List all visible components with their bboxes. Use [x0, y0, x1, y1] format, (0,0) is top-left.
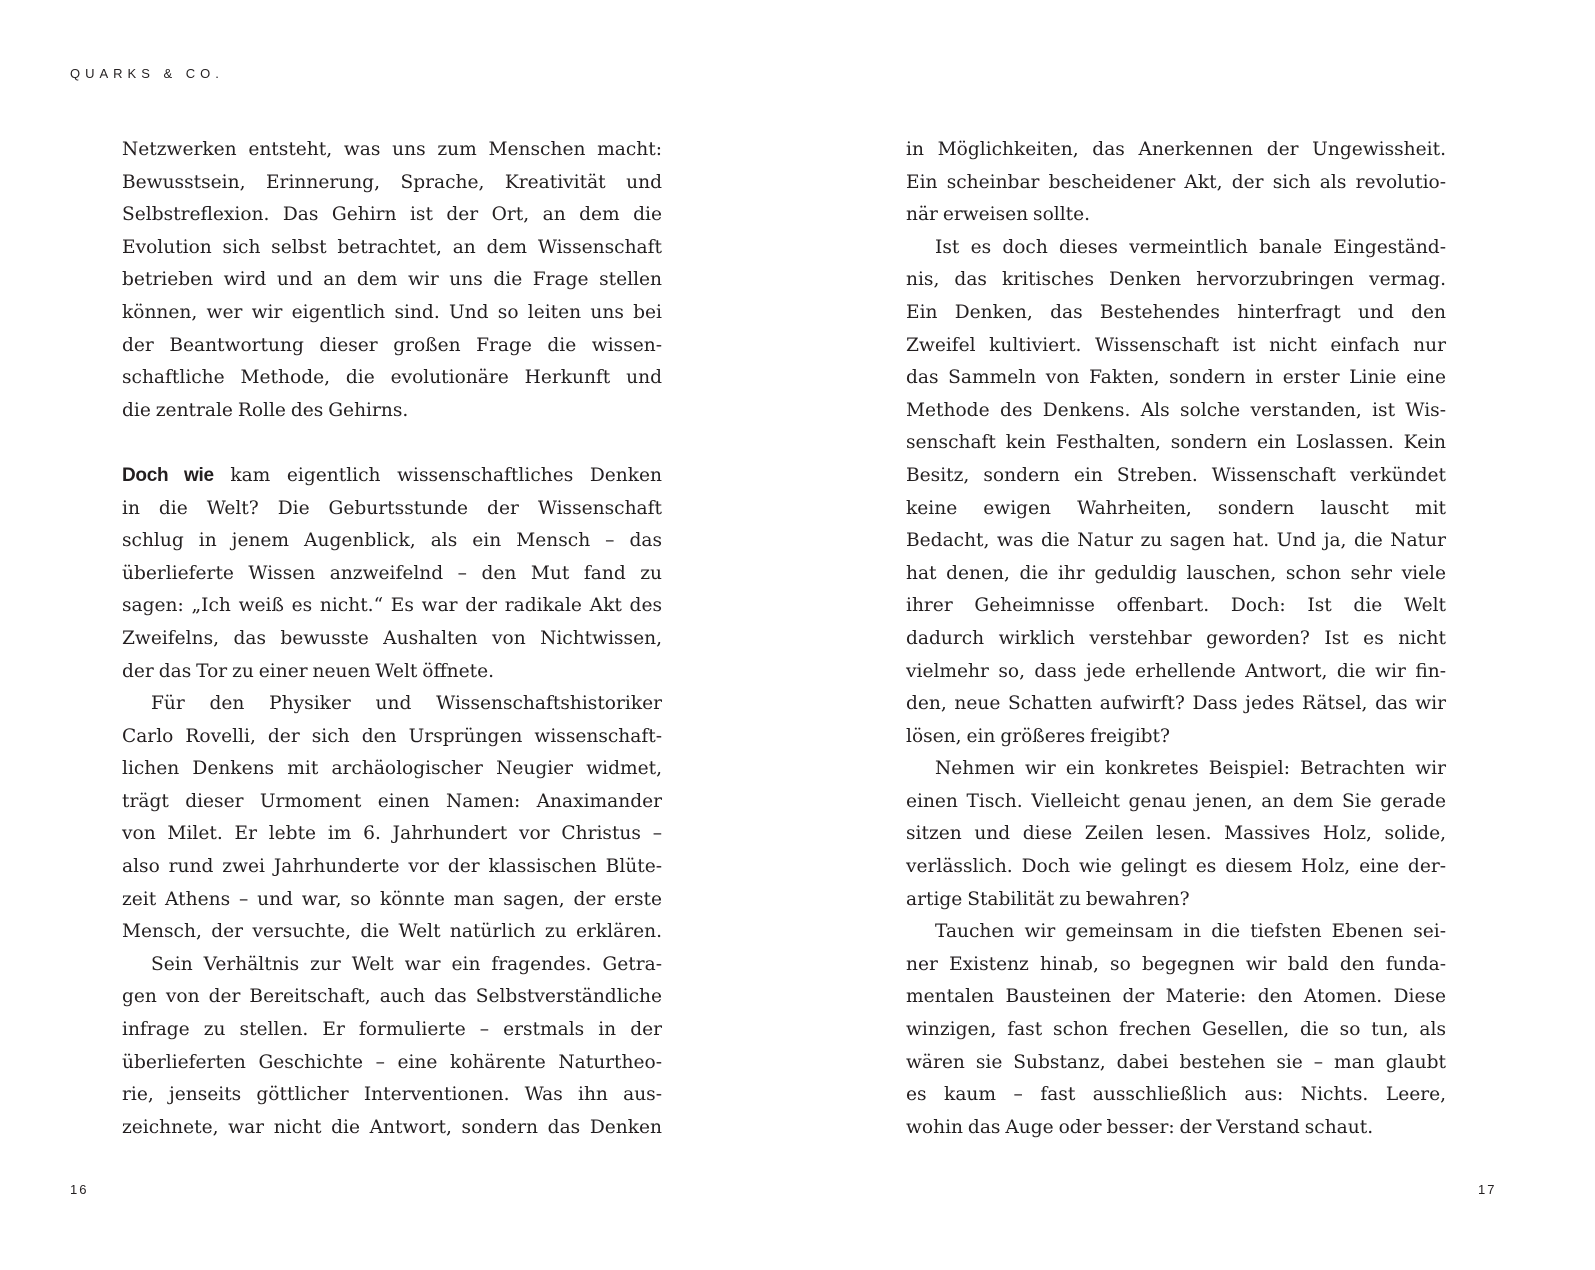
text-line: keine ewigen Wahrheiten, sondern lauscht mit	[906, 497, 1446, 519]
text-line: Tauchen wir gemeinsam in die tiefsten Ebenen sei-	[935, 921, 1446, 943]
paragraph	[906, 753, 1446, 916]
paragraph	[122, 688, 662, 949]
text-line: Mensch, der versuchte, die Welt natürlich zu erklären.	[122, 921, 662, 943]
text-line: es kaum – fast ausschließlich aus: Nichts. Leere,	[906, 1084, 1446, 1106]
text-line: dadurch wirklich verstehbar geworden? Ist es nicht	[906, 627, 1446, 649]
page-number-left: 16	[70, 1182, 89, 1197]
text-line: Bewusstsein, Erinnerung, Sprache, Kreativität und	[122, 171, 662, 193]
text-line: schaftliche Methode, die evolutionäre Herkunft und	[122, 367, 662, 389]
text-line: winzigen, fast schon frechen Gesellen, die so tun, als	[906, 1019, 1446, 1041]
text-line: den, neue Schatten aufwirft? Dass jedes Rätsel, das wir	[906, 693, 1446, 715]
page-number-right: 17	[1478, 1182, 1497, 1197]
text-line: zeichnete, war nicht die Antwort, sondern das Denken	[122, 1116, 662, 1138]
text-line: sitzen und diese Zeilen lesen. Massives Holz, solide,	[906, 823, 1446, 845]
text-line: Nehmen wir ein konkretes Beispiel: Betrachten wir	[935, 758, 1446, 780]
paragraph	[122, 460, 662, 688]
text-line: hat denen, die ihr geduldig lauschen, schon sehr viele	[906, 562, 1446, 584]
text-line: rie, jenseits göttlicher Interventionen. Was ihn aus-	[122, 1084, 662, 1106]
text-line: schlug in jenem Augenblick, als ein Mensch – das	[122, 530, 662, 552]
text-line: der Beantwortung dieser großen Frage die wissen-	[122, 334, 662, 356]
text-line: lichen Denkens mit archäologischer Neugier widmet,	[122, 758, 662, 780]
text-line: Selbstreflexion. Das Gehirn ist der Ort, an dem die	[122, 204, 662, 226]
text-line	[122, 460, 662, 493]
paragraph	[122, 134, 662, 427]
text-line: Ein Denken, das Bestehendes hinterfragt und den	[906, 301, 1446, 323]
text-line: Evolution sich selbst betrachtet, an dem Wissenschaft	[122, 236, 662, 258]
text-line: Netzwerken entsteht, was uns zum Menschen macht:	[122, 139, 662, 160]
text-line: när erweisen sollte.	[906, 204, 1091, 226]
text-line: Für den Physiker und Wissenschaftshistoriker	[151, 693, 662, 715]
text-line: können, wer wir eigentlich sind. Und so leiten uns bei	[122, 301, 662, 323]
paragraph	[906, 134, 1446, 232]
text-line: Ein scheinbar bescheidener Akt, der sich als revolutio-	[906, 171, 1446, 193]
text-line: die zentrale Rolle des Gehirns.	[122, 399, 409, 421]
text-line: trägt dieser Urmoment einen Namen: Anaximander	[122, 790, 662, 812]
text-line: ihrer Geheimnisse offenbart. Doch: Ist die Welt	[906, 595, 1446, 617]
text-line: in die Welt? Die Geburtsstunde der Wissenschaft	[122, 497, 662, 519]
text-line: Besitz, sondern ein Streben. Wissenschaft verkündet	[906, 464, 1446, 486]
text-line: vielmehr so, dass jede erhellende Antwort, die wir fin-	[906, 660, 1446, 682]
text-line: nis, das kritisches Denken hervorzubringen vermag.	[906, 269, 1446, 291]
text-line: betrieben wird und an dem wir uns die Frage stellen	[122, 269, 662, 291]
text-line: artige Stabilität zu bewahren?	[906, 888, 1190, 910]
text-fragment: kam eigentlich wissenschaftliches Denken	[213, 464, 662, 486]
text-line: Methode des Denkens. Als solche verstanden, ist Wis-	[906, 399, 1446, 421]
lead-in-bold: Doch wie	[122, 464, 214, 486]
text-line: mentalen Bausteinen der Materie: den Atomen. Diese	[906, 986, 1446, 1008]
running-head: QUARKS & CO.	[70, 66, 224, 81]
text-line: von Milet. Er lebte im 6. Jahrhundert vor Christus –	[122, 823, 662, 845]
paragraph	[122, 949, 662, 1145]
text-line: Carlo Rovelli, der sich den Ursprüngen wissenschaft-	[122, 725, 662, 747]
text-line: das Sammeln von Fakten, sondern in erster Linie eine	[906, 367, 1446, 389]
text-line: überlieferte Wissen anzweifelnd – den Mut fand zu	[122, 562, 662, 584]
right-page-text-column	[906, 134, 1446, 1144]
text-line: Zweifel kultiviert. Wissenschaft ist nicht einfach nur	[906, 334, 1446, 356]
text-line: senschaft kein Festhalten, sondern ein Loslassen. Kein	[906, 432, 1446, 454]
text-line: gen von der Bereitschaft, auch das Selbstverständliche	[122, 986, 662, 1008]
text-line: Zweifelns, das bewusste Aushalten von Nichtwissen,	[122, 627, 662, 649]
text-line: sagen: „Ich weiß es nicht.“ Es war der radikale Akt des	[122, 595, 662, 617]
text-line: infrage zu stellen. Er formulierte – erstmals in der	[122, 1019, 662, 1041]
text-line: Sein Verhältnis zur Welt war ein fragendes. Getra-	[151, 953, 662, 975]
text-line: lösen, ein größeres freigibt?	[906, 725, 1170, 747]
text-line: überlieferten Geschichte – eine kohärente Naturtheo-	[122, 1051, 662, 1073]
text-line: wohin das Auge oder besser: der Verstand schaut.	[906, 1116, 1374, 1138]
text-line: Ist es doch dieses vermeintlich banale Eingeständ-	[935, 236, 1446, 258]
text-line: einen Tisch. Vielleicht genau jenen, an dem Sie gerade	[906, 790, 1446, 812]
text-line: verlässlich. Doch wie gelingt es diesem Holz, eine der-	[906, 856, 1446, 878]
paragraph	[906, 232, 1446, 754]
text-line: ner Existenz hinab, so begegnen wir bald den funda-	[906, 953, 1446, 975]
text-line: wären sie Substanz, dabei bestehen sie – man glaubt	[906, 1051, 1446, 1073]
text-line: zeit Athens – und war, so könnte man sagen, der erste	[122, 888, 662, 910]
paragraph	[906, 916, 1446, 1144]
text-line: also rund zwei Jahrhunderte vor der klassischen Blüte-	[122, 856, 662, 878]
text-line: Bedacht, was die Natur zu sagen hat. Und ja, die Natur	[906, 530, 1446, 552]
text-line: der das Tor zu einer neuen Welt öffnete.	[122, 660, 495, 682]
section-break	[122, 427, 662, 460]
text-line: in Möglichkeiten, das Anerkennen der Ungewissheit.	[906, 139, 1446, 160]
left-page-text-column	[122, 134, 662, 1144]
